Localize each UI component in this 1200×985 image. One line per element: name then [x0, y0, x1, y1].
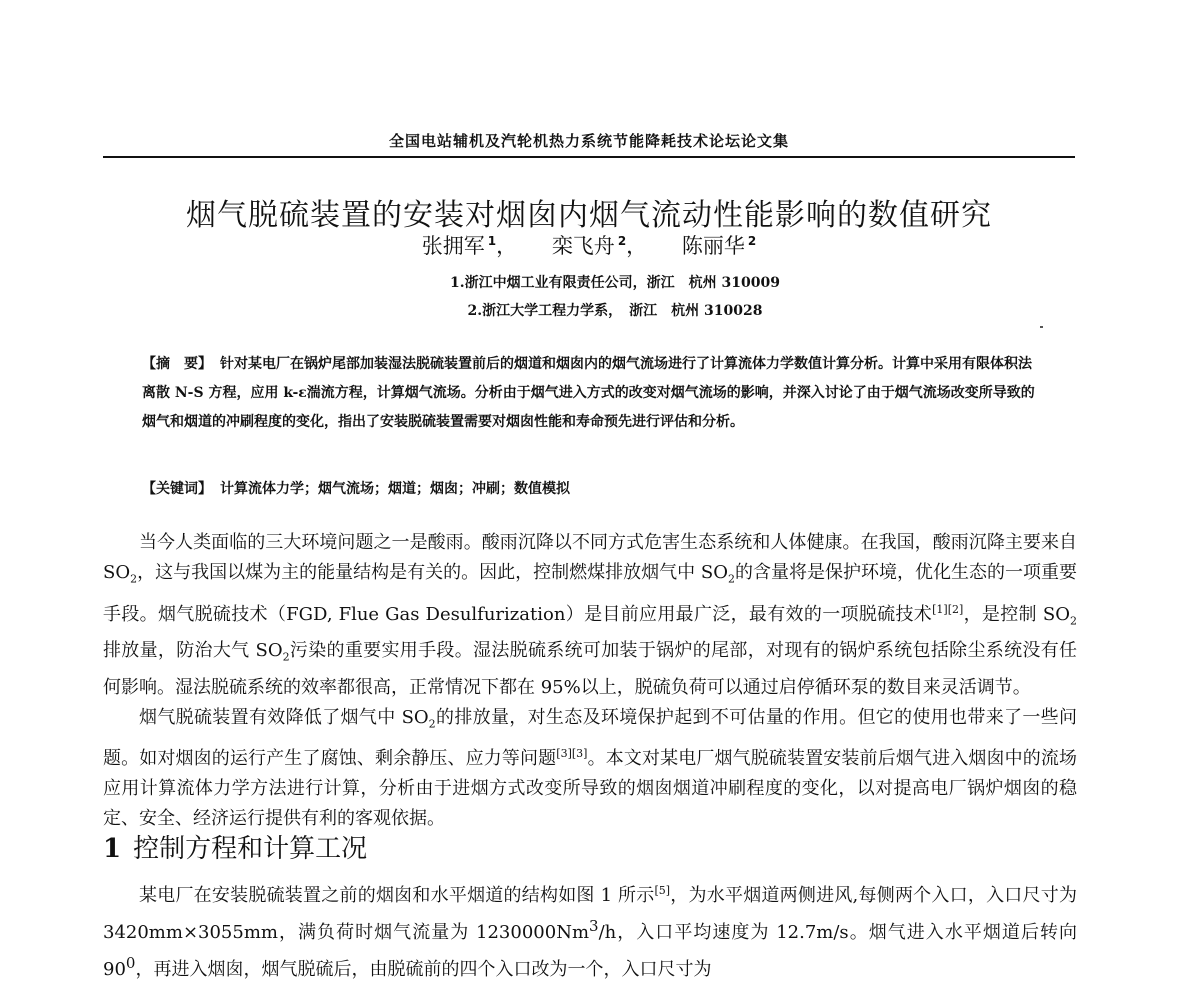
citation: [5]	[654, 884, 671, 897]
paper-title: 烟气脱硫装置的安装对烟囱内烟气流动性能影响的数值研究	[186, 198, 992, 233]
author: 陈丽华 $^2$	[681, 234, 757, 258]
author: 栾飞舟 $^2$，	[551, 234, 648, 258]
paragraph: 当今人类面临的三大环境问题之一是酸雨。酸雨沉降以不同方式危害生态系统和人体健康。在我国，酸雨沉降主要来自 $SO_2$，这与我国以煤为主的能量结构是有关的。因此，控制燃煤排放烟气中 $SO_2$的含量将是保护环境，优化生态的一项重要手段。烟气脱硫技术（FGD, Flue Gas Desulfurization）是目前应用最广泛，最有效的一项脱硫技术[1][2]，是控制 $SO_2$排放量，防治大气 $SO_2$污染的重要实用手段。湿法脱硫系统可加装于锅炉的尾部，对现有的锅炉系统包括除尘系统没有任何影响。湿法脱硫系统的效率都很高，正常情况下都在 95%以上，脱硫负荷可以通过启停循环泵的数目来灵活调节。	[103, 532, 1078, 698]
keywords-text: 计算流体力学；烟气流场；烟道；烟囱；冲刷；数值模拟	[220, 481, 570, 497]
abstract-text: 针对某电厂在锅炉尾部加装湿法脱硫装置前后的烟道和烟囱内的烟气流场进行了计算流体力学数值计算分析。计算中采用有限体积法离散 N-S 方程，应用 k-ε湍流方程，计算烟气流场。分析由于烟气进入方式的改变对烟气流场的影响，并深入讨论了由于烟气流场改变所导致的烟气和烟道的冲刷程度的变化，指出了安装脱硫装置需要对烟囱性能和寿命预先进行评估和分析。	[142, 356, 1035, 430]
paragraph: 某电厂在安装脱硫装置之前的烟囱和水平烟道的结构如图 1 所示[5]，为水平烟道两侧进风,每侧两个入口，入口尺寸为 3420mm×3055mm，满负荷时烟气流量为 1230000Nm$^3$/h，入口平均速度为 12.7m/s。烟气进入水平烟道后转向 $90^0$，再进入烟囱，烟气脱硫后，由脱硫前的四个入口改为一个，入口尺寸为	[103, 884, 1077, 980]
affiliation: 1.浙江中烟工业有限责任公司，浙江 杭州 310009	[450, 275, 780, 291]
paragraph: 烟气脱硫装置有效降低了烟气中 $SO_2$的排放量，对生态及环境保护起到不可估量的作用。但它的使用也带来了一些问题。如对烟囱的运行产生了腐蚀、剩余静压、应力等问题[3][3]。本文对某电厂烟气脱硫装置安装前后烟气进入烟囱中的流场应用计算流体力学方法进行计算，分析由于进烟方式改变所导致的烟囱烟道冲刷程度的变化，以对提高电厂锅炉烟囱的稳定、安全、经济运行提供有利的客观依据。	[103, 706, 1077, 830]
section1-body	[103, 876, 1077, 985]
running-head: 全国电站辅机及汽轮机热力系统节能降耗技术论坛论文集	[388, 132, 789, 150]
intro-body	[103, 528, 1077, 834]
author-list	[0, 230, 1178, 260]
affiliation: 2.浙江大学工程力学系， 浙江 杭州 310028	[467, 303, 763, 319]
scan-mark	[1040, 326, 1043, 328]
header-rule	[103, 156, 1075, 158]
author: 张拥军 $^1$，	[421, 234, 518, 258]
section-heading: 1 控制方程和计算工况	[103, 834, 368, 864]
abstract-label: 【摘 要】	[142, 356, 212, 372]
keywords	[142, 478, 1038, 498]
keywords-label: 【关键词】	[142, 481, 212, 497]
abstract	[142, 350, 1038, 437]
citation: [3][3]	[556, 747, 588, 761]
citation: [1][2]	[932, 602, 964, 616]
